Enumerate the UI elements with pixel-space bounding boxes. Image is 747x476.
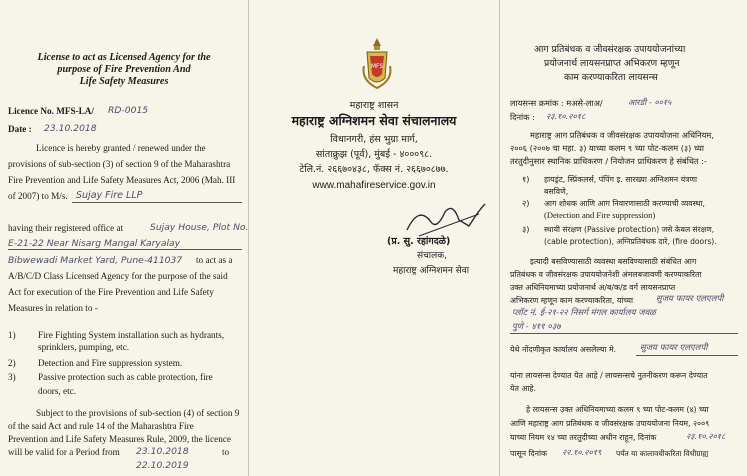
para2-line-3: उक्त अधिनियमाच्या प्रयोजनार्थ अ/ब/क/ड वर्ग लायसनप्राप्त: [510, 283, 676, 292]
valid-to-label: to: [222, 447, 230, 457]
para2-line-2: प्रतिबंधक व जीवसंरक्षक उपाययोजनेशी अंमलबजावणी करण्याकरिता: [510, 270, 702, 279]
address-underline-2: [8, 249, 242, 250]
emblem-icon: [361, 36, 393, 92]
m-item-1-line-2: बसविणे,: [544, 187, 569, 196]
para3-line-2: येत आहे.: [510, 384, 537, 393]
item-2-number: 2): [8, 358, 16, 368]
para4-line-2: आणि महाराष्ट्र आग प्रतिबंधक व जीवसंरक्षक उपाययोजना नियम, २००९: [510, 419, 710, 428]
phone-fax: टेलि.नं. २६६७०४३८, फॅक्स नं. २६६७०८७७.: [299, 164, 449, 175]
m-item-1-number: १): [522, 174, 530, 184]
to-act-text: to act as a: [196, 255, 233, 265]
item-1-line-1: Fire Fighting System installation such as hydrants,: [38, 330, 225, 340]
marathi-address-2: पुणे - ४११ ०३७: [512, 322, 561, 332]
body1-line-3: Fire Prevention and Life Safety Measures Act, 2006 (Mah. III: [8, 175, 236, 185]
m-item-2-line-2: (Detection and Fire suppression): [544, 210, 656, 220]
item-3-line-2: doors, etc.: [38, 386, 77, 396]
para4-line-1: हे लायसन्स उक्त अधिनियमाच्या कलम ९ च्या पोट-कलम (४) च्या: [526, 405, 709, 414]
marathi-title-line-3: काम करण्याकरिता लायसन्स: [564, 72, 658, 83]
signatory-name: (प्र. सु. रहांगदळे): [387, 236, 451, 247]
marathi-title-line-2: प्रयोजनार्थ लायसनप्राप्त अभिकरण म्हणून: [544, 58, 680, 69]
marathi-licence-label: लायसन्स क्रमांक : मअसे-लाअ/: [510, 98, 603, 108]
body2-line-1: Act for execution of the Fire Prevention and Life Safety: [8, 287, 214, 297]
firm-underline: [72, 202, 242, 203]
cover-panel: [249, 0, 499, 476]
m-item-3-line-1: स्थायी संरक्षण (Passive protection) जसे केबल संरक्षण,: [544, 225, 715, 234]
address-line-2: सांताक्रुझ (पूर्व), मुंबई - ४०००९८.: [315, 149, 433, 160]
marathi-valid-tail: पर्यंत या कालावधीकरिता विधीग्राह्य: [616, 449, 709, 458]
emblem-text: MFS: [370, 63, 384, 70]
signature-icon: [399, 200, 489, 240]
marathi-firm-name: सुजय फायर एलएलपी: [656, 294, 724, 304]
license-title-line-3: Life Safety Measures: [79, 76, 169, 87]
para1-line-3: तरतुदीनुसार स्थानिक प्राधिकरण / नियोजन प्राधिकरण हे संबंधित :-: [510, 156, 707, 166]
body3-line-1: Subject to the provisions of sub-section (4) of section 9: [36, 408, 240, 418]
signatory-org: महाराष्ट्र अग्निशमन सेवा: [393, 266, 470, 276]
govt-name: महाराष्ट्र शासन: [349, 100, 399, 111]
m-item-3-line-2: (cable protection), अग्निप्रतिबंधक दारे, (fire doors).: [544, 237, 717, 246]
reg-office-label: having their registered office at: [8, 223, 124, 233]
marathi-reg-label: येथे नोंदणीकृत कार्यालय असलेल्या मे.: [510, 345, 617, 354]
class-text: A/B/C/D Class Licensed Agency for the purpose of the said: [8, 271, 228, 281]
para4-line-3: याच्या नियम १४ च्या तरतुदीच्या अधीन राहून, दिनांक: [510, 433, 657, 442]
body3-line-2: of the said Act and rule 14 of the Maharashtra Fire: [8, 421, 194, 431]
marathi-valid-from: २३.१०.२०१८: [686, 431, 726, 441]
body1-line-2: provisions of sub-section (3) of section 9 of the Maharashtra: [8, 159, 231, 169]
licence-number-value: RD-0015: [108, 105, 149, 116]
firm-name: Sujay Fire LLP: [76, 190, 143, 201]
body1-line-1: Licence is hereby granted / renewed under the: [36, 143, 206, 153]
licence-number-label: Licence No. MFS-LA/: [8, 106, 94, 116]
para1-line-1: महाराष्ट्र आग प्रतिबंधक व जीवसंरक्षक उपाययोजना अधिनियम,: [530, 130, 714, 140]
item-2-line-1: Detection and Fire suppression system.: [38, 358, 183, 368]
body3-line-3: Prevention and Life Safety Measures Rule, 2009, the licence: [8, 434, 231, 444]
m-item-2-number: २): [522, 198, 530, 208]
valid-from-value: 23.10.2018: [136, 446, 189, 457]
item-1-line-2: sprinklers, pumping, etc.: [38, 342, 130, 352]
para3-line-1: यांना लायसन्स देण्यात येत आहे / लायसन्सचे नुतनीकरण करून देण्यात: [510, 371, 708, 380]
date-value: 23.10.2018: [44, 123, 97, 134]
license-title-line-2: purpose of Fire Prevention And: [57, 64, 191, 75]
license-title-line-1: License to act as Licensed Agency for the: [37, 52, 211, 63]
item-3-line-1: Passive protection such as cable protection, fire: [38, 372, 213, 382]
address-line-1: विधानगरी, हंस भुग्रा मार्ग,: [330, 134, 418, 145]
address-line-2: E-21-22 Near Nisarg Mangal Karyalay: [8, 238, 181, 249]
marathi-address-underline: [510, 333, 738, 334]
address-line-1: Sujay House, Plot No.: [150, 222, 249, 233]
marathi-date-value: २३.१०.२०१८: [546, 111, 586, 121]
para4-line-4: पासून दिनांक: [510, 449, 548, 458]
marathi-licence-value: आरडी - ००१५: [628, 97, 672, 107]
marathi-panel: [500, 0, 747, 476]
m-item-3-number: ३): [522, 224, 530, 234]
para1-line-2: २००६ (२००७ चा महा. ३) याच्या कलम ९ च्या पोट-कलम (३) च्या: [510, 143, 705, 153]
marathi-reg-firm: सुजय फायर एलएलपी: [640, 343, 708, 353]
dept-name: महाराष्ट्र अग्निशमन सेवा संचालनालय: [291, 113, 457, 128]
marathi-reg-underline: [636, 355, 738, 356]
date-label: Date :: [8, 124, 32, 134]
english-panel: [0, 0, 248, 476]
item-3-number: 3): [8, 372, 16, 382]
valid-to-value: 22.10.2019: [136, 460, 189, 471]
marathi-address-1: प्लॉट नं. ई-२१-२२ निसर्ग मंगल कार्यालय जवळ: [512, 308, 656, 318]
m-item-1-line-1: हायड्रंट, स्प्रिंकलर्स, पंपिंग इ. सारख्या अग्निशमन यंत्रणा: [544, 175, 698, 184]
marathi-title-line-1: आग प्रतिबंधक व जीवसंरक्षक उपाययोजनांच्या: [534, 44, 686, 55]
address-line-3: Bibwewadi Market Yard, Pune-411037: [8, 255, 183, 266]
item-1-number: 1): [8, 330, 16, 340]
body2-line-2: Measures in relation to -: [8, 303, 98, 313]
body3-line-4: will be valid for a Period from: [8, 447, 120, 457]
body1-line-4: of 2007) to M/s.: [8, 191, 68, 201]
para2-line-4: अभिकरण म्हणून काम करण्याकरिता, यांच्या: [510, 296, 634, 305]
m-item-2-line-1: आग शोधक आणि आग निवारणासाठी करण्याची व्यवस्था,: [544, 199, 705, 208]
para2-line-1: इत्यादी बसविण्यासाठी व्यवस्था बसविण्यासाठी संबंधित आग: [530, 257, 697, 266]
website: www.mahafireservice.gov.in: [312, 180, 436, 191]
signatory-designation: संचालक,: [417, 251, 448, 261]
marathi-date-label: दिनांक :: [510, 112, 535, 122]
marathi-valid-to: २२.१०.२०१९: [562, 447, 602, 457]
